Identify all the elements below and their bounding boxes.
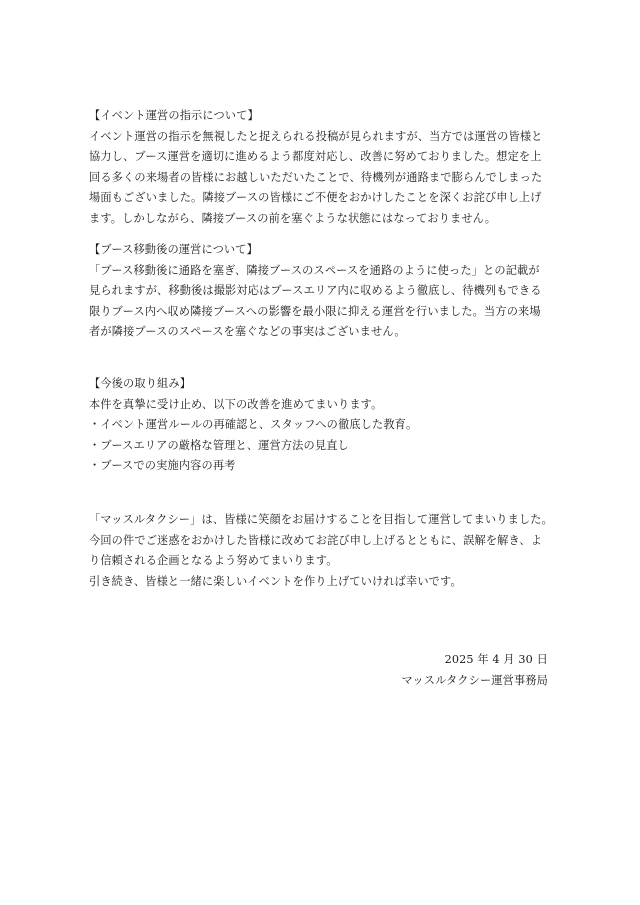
paragraph-line: 限りブース内へ収め隣接ブースへの影響を最小限に抑える運営を行いました。当方の来場 [89,304,541,318]
paragraph-line: り信頼される企画となるよう努めてまいります。 [89,554,338,567]
list-item: ・ブースエリアの厳格な管理と、運営方法の見直し [89,438,349,452]
section-after-booth-move [89,240,559,343]
paragraph-line: 「マッスルタクシー」は、皆様に笑顔をお届けすることを目指して運営してまいりました。 [89,513,553,526]
paragraph-line: イベント運営の指示を無視したと捉えられる投稿が見られますが、当方では運営の皆様と [89,129,543,143]
signature-block [402,650,549,691]
paragraph-line: 「ブース移動後に通路を塞ぎ、隣接ブースのスペースを通路のように使った」との記載が [89,263,540,277]
paragraph-line: 回る多くの来場者の皆様にお越しいただいたことで、待機列が通路まで膨らんでしまった [89,170,543,184]
paragraph-line: 見られますが、移動後は撮影対応はブースエリア内に収めるよう徹底し、待機列もできる [89,284,542,297]
section-heading: 【イベント運営の指示について】 [89,109,259,122]
paragraph-line: 今回の件でご迷惑をおかけした皆様に改めてお詫び申し上げるとともに、誤解を解き、よ [89,533,543,547]
signature-date: 2025 年 4 月 30 日 [444,653,548,666]
paragraph-line: 引き続き、皆様と一緒に楽しいイベントを作り上げていければ幸いです。 [89,574,462,588]
section-future-efforts [89,374,559,477]
section-event-instruction [89,106,559,229]
signature-organization: マッスルタクシー運営事務局 [401,673,548,687]
paragraph-line: ます。しかしながら、隣接ブースの前を塞ぐような状態にはなっておりません。 [89,211,497,225]
section-heading: 【今後の取り組み】 [89,377,192,390]
section-closing [89,510,559,592]
list-item: ・イベント運営ルールの再確認と、スタッフへの徹底した教育。 [89,418,418,431]
paragraph-line: 本件を真摯に受け止め、以下の改善を進めてまいります。 [89,397,383,411]
paragraph-line: 者が隣接ブースのスペースを塞ぐなどの事実はございません。 [89,325,406,338]
paragraph-line: 協力し、ブース運営を適切に進めるよう都度対応し、改善に努めておりました。想定を上 [89,150,542,163]
list-item: ・ブースでの実施内容の再考 [89,459,236,472]
section-heading: 【ブース移動後の運営について】 [89,243,258,256]
paragraph-line: 場面もございました。隣接ブースの皆様にご不便をおかけしたことを深くお詫び申し上げ [89,191,542,204]
